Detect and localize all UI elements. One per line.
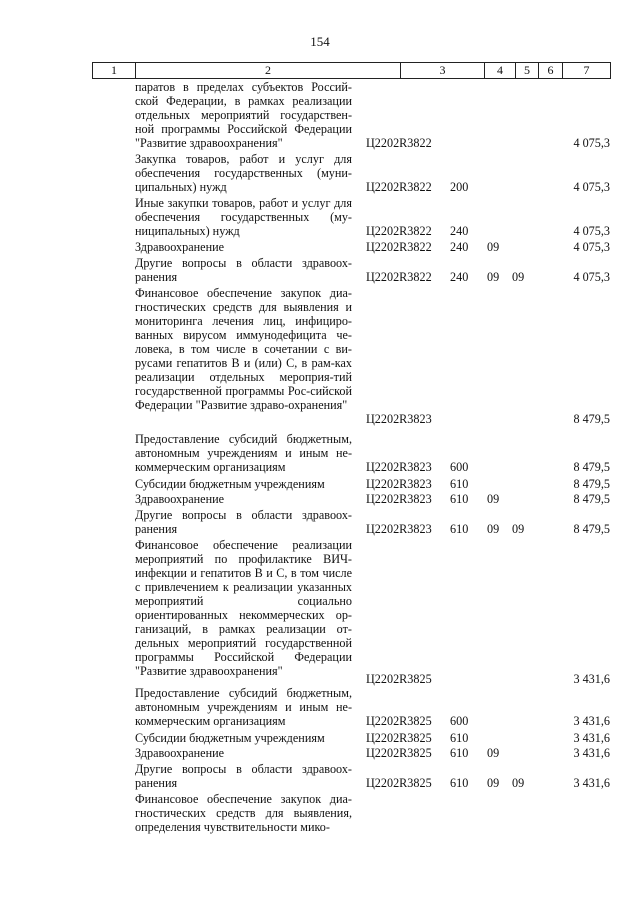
row-col-4: 610	[450, 731, 469, 745]
row-name: Здравоохранение	[135, 240, 225, 254]
table-header	[92, 62, 611, 79]
header-col-2: 2	[135, 63, 400, 78]
row-col-4: 200	[450, 180, 469, 194]
row-amount: 8 479,5	[573, 477, 610, 491]
row-name: Предоставление субсидий бюджетным, автономным учреждениям и иным не-коммерческим организациям	[135, 686, 352, 728]
row-name: Субсидии бюджетным учреждениям	[135, 477, 325, 491]
row-amount: 3 431,6	[573, 746, 610, 760]
header-col-4: 4	[484, 63, 515, 78]
page-number: 154	[310, 34, 330, 49]
row-amount: 3 431,6	[573, 672, 610, 686]
row-amount: 8 479,5	[573, 412, 610, 426]
row-code: Ц2202R3822	[366, 136, 432, 150]
row-code: Ц2202R3822	[366, 224, 432, 238]
row-amount: 3 431,6	[573, 776, 610, 790]
row-name: Здравоохранение	[135, 492, 225, 506]
row-col-6: 09	[512, 270, 525, 284]
row-col-4: 610	[450, 492, 469, 506]
header-col-1: 1	[92, 63, 135, 78]
row-col-4: 610	[450, 522, 469, 536]
row-col-5: 09	[487, 240, 500, 254]
row-col-5: 09	[487, 270, 500, 284]
row-code: Ц2202R3823	[366, 412, 432, 426]
row-amount: 8 479,5	[573, 492, 610, 506]
row-code: Ц2202R3825	[366, 714, 432, 728]
row-col-4: 600	[450, 460, 469, 474]
row-name: Другие вопросы в области здравоох-ранения	[135, 256, 352, 284]
row-name: Закупка товаров, работ и услуг для обеспечения государственных (муни-ципальных) нужд	[135, 152, 352, 194]
row-name: Другие вопросы в области здравоох-ранения	[135, 508, 352, 536]
row-col-5: 09	[487, 492, 500, 506]
row-col-4: 610	[450, 776, 469, 790]
header-col-5: 5	[515, 63, 538, 78]
row-code: Ц2202R3823	[366, 522, 432, 536]
header-col-7: 7	[562, 63, 611, 78]
row-amount: 8 479,5	[573, 522, 610, 536]
row-code: Ц2202R3823	[366, 477, 432, 491]
row-col-5: 09	[487, 746, 500, 760]
header-col-3: 3	[400, 63, 484, 78]
row-amount: 4 075,3	[573, 240, 610, 254]
row-col-4: 610	[450, 477, 469, 491]
row-name: Субсидии бюджетным учреждениям	[135, 731, 325, 745]
row-name: Финансовое обеспечение реализации мероприятий по профилактике ВИЧ-инфекции и гепатитов B и C, в том числе с привлечением к реализации указанных мероприятий социально ориентированных некоммерческих ор-ганизаций, в рамках реализации от-дельных мероприятий государственной программы Российской Федерации "Развитие здравоохранения"	[135, 538, 352, 678]
row-amount: 4 075,3	[573, 180, 610, 194]
row-amount: 3 431,6	[573, 714, 610, 728]
row-code: Ц2202R3823	[366, 460, 432, 474]
row-amount: 4 075,3	[573, 224, 610, 238]
row-name: Финансовое обеспечение закупок диа-гностических средств для выявления, определения чувствительности мико-	[135, 792, 352, 834]
row-name: Иные закупки товаров, работ и услуг для обеспечения государственных (му-ниципальных) нужд	[135, 196, 352, 238]
row-col-4: 240	[450, 240, 469, 254]
row-col-4: 240	[450, 270, 469, 284]
row-code: Ц2202R3822	[366, 240, 432, 254]
row-name: Здравоохранение	[135, 746, 225, 760]
row-col-4: 600	[450, 714, 469, 728]
row-code: Ц2202R3825	[366, 746, 432, 760]
row-code: Ц2202R3825	[366, 776, 432, 790]
row-col-4: 610	[450, 746, 469, 760]
row-code: Ц2202R3822	[366, 270, 432, 284]
row-col-5: 09	[487, 522, 500, 536]
row-code: Ц2202R3823	[366, 492, 432, 506]
row-name: Другие вопросы в области здравоох-ранения	[135, 762, 352, 790]
row-name: Предоставление субсидий бюджетным, автономным учреждениям и иным не-коммерческим организациям	[135, 432, 352, 474]
row-name: паратов в пределах субъектов Россий-ской Федерации, в рамках реализации отдельных мероприятий государствен-ной программы Российской Федерации "Развитие здравоохранения"	[135, 80, 352, 150]
row-code: Ц2202R3825	[366, 672, 432, 686]
row-col-6: 09	[512, 522, 525, 536]
row-amount: 3 431,6	[573, 731, 610, 745]
row-amount: 4 075,3	[573, 136, 610, 150]
row-col-5: 09	[487, 776, 500, 790]
row-col-4: 240	[450, 224, 469, 238]
row-code: Ц2202R3822	[366, 180, 432, 194]
row-code: Ц2202R3825	[366, 731, 432, 745]
row-amount: 4 075,3	[573, 270, 610, 284]
header-col-6: 6	[538, 63, 562, 78]
row-amount: 8 479,5	[573, 460, 610, 474]
row-col-6: 09	[512, 776, 525, 790]
row-name: Финансовое обеспечение закупок диа-гностических средств для выявления и мониторинга лечения лиц, инфициро-ванных вирусом иммунодефицита че-ловека, в том числе в сочетании с ви-русами гепатитов B и (или) C, в рам-ках реализации отдельных мероприя-тий государственной программы Рос-сийской Федерации "Развитие здраво-охранения"	[135, 286, 352, 412]
